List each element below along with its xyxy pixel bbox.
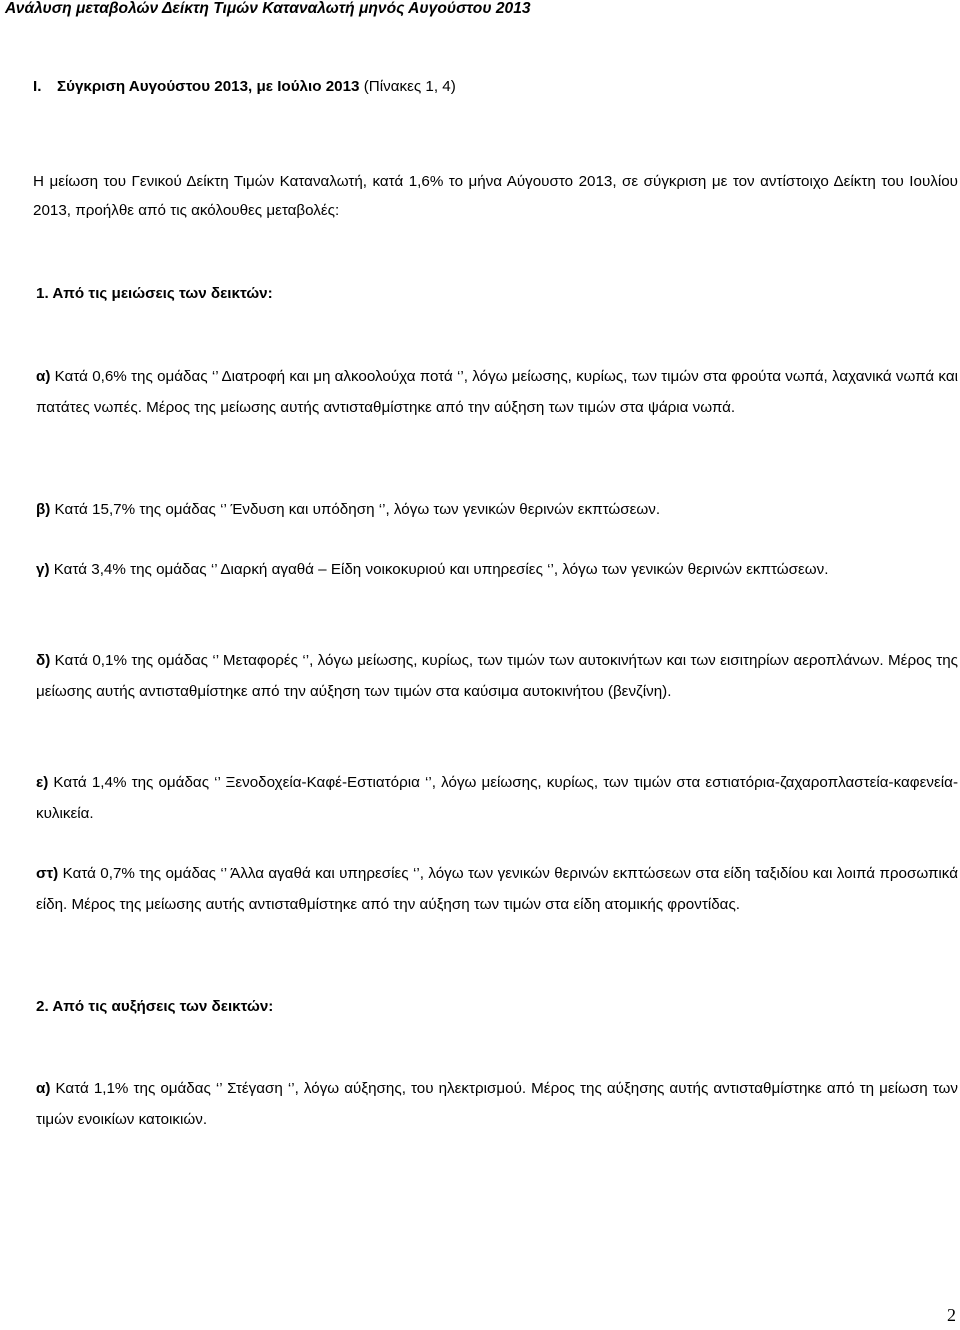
decrease-item-e [36, 767, 958, 829]
item-label: α) [36, 1080, 51, 1097]
item-text: Κατά 0,7% της ομάδας ‘’ Άλλα αγαθά και υπηρεσίες ‘’, λόγω των γενικών θερινών εκπτώσεων στα είδη ταξιδίου και λοιπά προσωπικά είδη. Μέρος της μείωσης αυτής αντισταθμίστηκε από την αύξηση των τιμών στα είδη ατομικής φροντίδας. [36, 865, 958, 913]
decrease-item-d [36, 645, 958, 707]
item-text: Κατά 1,1% της ομάδας ‘’ Στέγαση ‘’, λόγω αύξησης, του ηλεκτρισμού. Μέρος της αύξησης αυτής αντισταθμίστηκε από τη μείωση των τιμών ενοικίων κατοικιών. [36, 1080, 958, 1128]
item-label: γ) [36, 561, 50, 578]
decrease-item-c [36, 554, 958, 585]
item-label: ε) [36, 774, 49, 791]
item-text: Κατά 0,6% της ομάδας ‘’ Διατροφή και μη αλκοολούχα ποτά ‘’, λόγω μείωσης, κυρίως, των τιμών στα φρούτα νωπά, λαχανικά νωπά και πατάτες νωπές. Μέρος της μείωσης αυτής αντισταθμίστηκε από την αύξηση των τιμών στα ψάρια νωπά. [36, 368, 958, 416]
item-label: δ) [36, 652, 51, 669]
item-text: Κατά 3,4% της ομάδας ‘’ Διαρκή αγαθά – Είδη νοικοκυριού και υπηρεσίες ‘’, λόγω των γενικών θερινών εκπτώσεων. [49, 561, 829, 578]
increases-heading: 2. Από τις αυξήσεις των δεικτών: [36, 998, 274, 1015]
decrease-item-b [36, 494, 958, 525]
item-label: β) [36, 501, 51, 518]
item-text: Κατά 0,1% της ομάδας ‘’ Μεταφορές ‘’, λόγω μείωσης, κυρίως, των τιμών των αυτοκινήτων και των εισιτηρίων αεροπλάνων. Μέρος της μείωσης αυτής αντισταθμίστηκε από την αύξηση των τιμών στα καύσιμα αυτοκινήτου (βενζίνη). [36, 652, 958, 700]
item-label: στ) [36, 865, 59, 882]
intro-paragraph: Η μείωση του Γενικού Δείκτη Τιμών Καταναλωτή, κατά 1,6% το μήνα Αύγουστο 2013, σε σύγκριση με τον αντίστοιχο Δείκτη του Ιουλίου 2013, προήλθε από τις ακόλουθες μεταβολές: [33, 173, 958, 219]
item-text: Κατά 1,4% της ομάδας ‘’ Ξενοδοχεία-Καφέ-Εστιατόρια ‘’, λόγω μείωσης, κυρίως, των τιμών στα εστιατόρια-ζαχαροπλαστεία-καφενεία-κυλικεία. [36, 774, 958, 822]
section-title: Σύγκριση Αυγούστου 2013, με Ιούλιο 2013 [57, 78, 360, 95]
decreases-heading: 1. Από τις μειώσεις των δεικτών: [36, 285, 273, 302]
page-number: 2 [947, 1305, 956, 1325]
item-label: α) [36, 368, 51, 385]
decrease-item-st [36, 858, 958, 920]
section-title-reference: (Πίνακες 1, 4) [359, 78, 456, 95]
document-title: Ανάλυση μεταβολών Δείκτη Τιμών Καταναλωτή μηνός Αυγούστου 2013 [5, 0, 531, 17]
increase-item-a [36, 1073, 958, 1135]
section-number: I. [33, 78, 42, 95]
section-heading [33, 78, 456, 95]
item-text: Κατά 15,7% της ομάδας ‘’ Ένδυση και υπόδηση ‘’, λόγω των γενικών θερινών εκπτώσεων. [50, 501, 661, 518]
decrease-item-a [36, 361, 958, 423]
